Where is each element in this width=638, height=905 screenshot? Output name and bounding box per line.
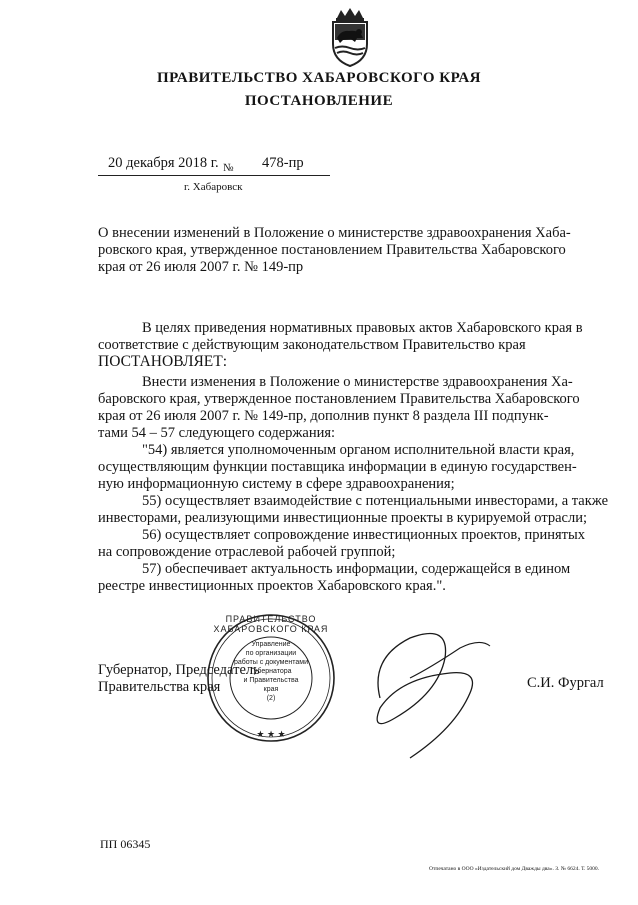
seal-text-line: Управление — [251, 641, 291, 648]
coat-of-arms-icon — [327, 8, 373, 68]
body-line: на сопровождение отраслевой рабочей группой; — [98, 544, 396, 560]
doc-city: г. Хабаровск — [184, 181, 243, 193]
body-line: тами 54 – 57 следующего содержания: — [98, 425, 336, 441]
body-line: 57) обеспечивает актуальность информации, содержащейся в едином — [142, 561, 571, 577]
doc-type-title: ПОСТАНОВЛЕНИЕ — [244, 93, 394, 109]
body-line: соответствие с действующим законодательством Правительство края — [98, 337, 526, 353]
body-line: 55) осуществляет взаимодействие с потенциальными инвесторами, а также — [142, 493, 609, 509]
seal-text-line: работы с документами — [233, 659, 309, 666]
body-line: ную информационную систему в сфере здравоохранения; — [98, 476, 455, 492]
body-line: 56) осуществляет сопровождение инвестиционных проектов, принятых — [142, 527, 586, 543]
subject-line: О внесении изменений в Положение о министерстве здравоохранения Хаба- — [98, 225, 571, 241]
body-line: реестре инвестиционных проектов Хабаровского края.". — [98, 578, 446, 594]
signatory-title-line1: Губернатор, Председатель — [98, 662, 260, 678]
seal-text-line: (2) — [266, 695, 276, 702]
doc-number: 478-пр — [262, 155, 304, 171]
seal-text-line: края — [263, 686, 279, 693]
body-line: инвесторами, реализующими инвестиционные проекты в курируемой отрасли; — [98, 510, 587, 526]
body-resolves: ПОСТАНОВЛЯЕТ: — [98, 353, 228, 370]
seal-text-line: и Правительства — [243, 677, 299, 684]
date-number-underline — [98, 175, 330, 176]
doc-date: 20 декабря 2018 г. — [108, 155, 219, 171]
doc-code: ПП 06345 — [100, 837, 151, 851]
body-line: "54) является уполномоченным органом исполнительной власти края, — [142, 442, 575, 458]
seal-text-line: по организации — [245, 650, 297, 657]
org-title: ПРАВИТЕЛЬСТВО ХАБАРОВСКОГО КРАЯ — [156, 70, 482, 86]
body-line: края от 26 июля 2007 г. № 149-пр, дополнив пункт 8 раздела III подпунк- — [98, 408, 549, 424]
signatory-title-line2: Правительства края — [98, 679, 221, 695]
printer-note: Отпечатано в ООО «Издательский дом Дважды два». З. № 6624. Т. 5000. — [429, 866, 600, 872]
subject-line: края от 26 июля 2007 г. № 149-пр — [98, 259, 304, 275]
body-line: баровского края, утвержденное постановлением Правительства Хабаровского — [98, 391, 580, 407]
signatory-name: С.И. Фургал — [527, 675, 604, 691]
body-line: Внести изменения в Положение о министерстве здравоохранения Ха- — [142, 374, 573, 390]
subject-line: ровского края, утвержденное постановлением Правительства Хабаровского — [98, 242, 566, 258]
seal-text-line: Губернатора — [250, 668, 292, 675]
svg-text:★ ★ ★: ★ ★ ★ — [256, 729, 286, 739]
seal-ring-text: ПРАВИТЕЛЬСТВО ХАБАРОВСКОГО КРАЯ — [213, 614, 329, 634]
body-line: В целях приведения нормативных правовых актов Хабаровского края в — [142, 320, 583, 336]
number-sign: № — [223, 162, 234, 174]
handwritten-signature-icon — [350, 618, 510, 768]
body-line: осуществляющим функции поставщика информации в единую государствен- — [98, 459, 577, 475]
